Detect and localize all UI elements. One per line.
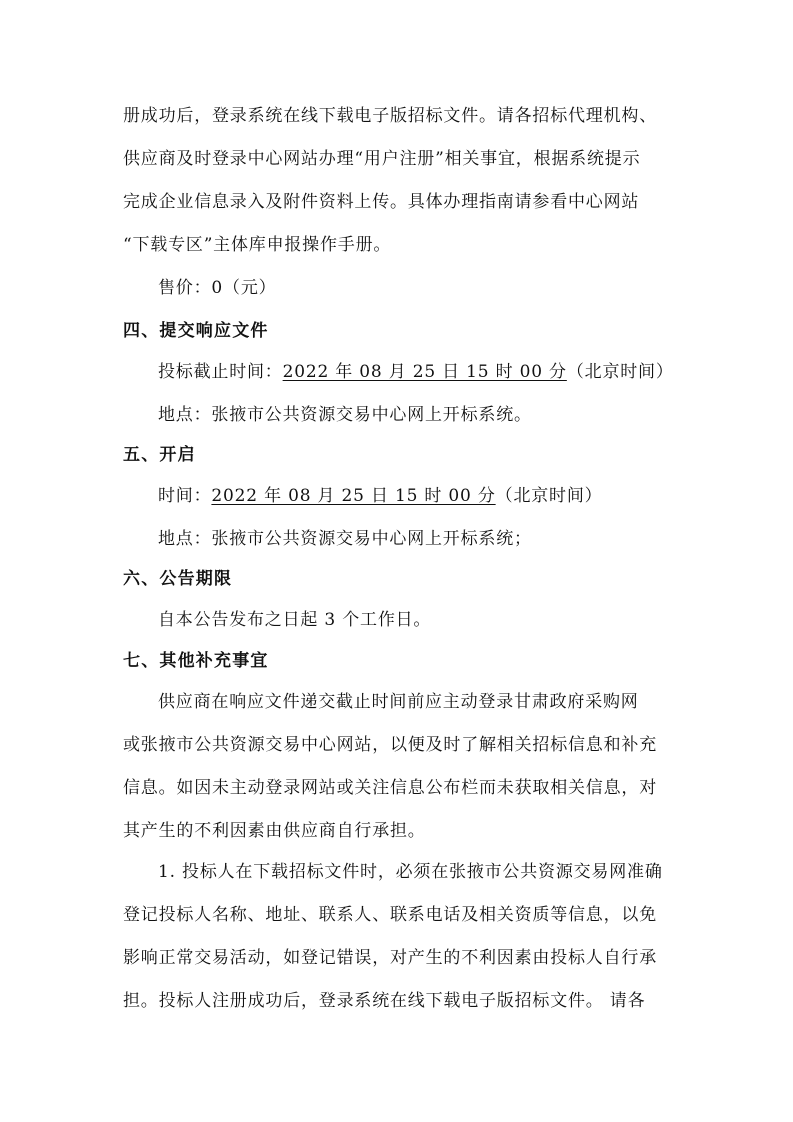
intro-line-1: 册成功后，登录系统在线下载电子版招标文件。请各招标代理机构、 (123, 106, 657, 126)
opening-time-label: 时间： (158, 486, 212, 506)
notice-period-text: 自本公告发布之日起 3 个工作日。 (158, 610, 432, 630)
opening-time-value: 2022 年 08 月 25 日 15 时 00 分 (211, 486, 496, 506)
intro-line-3: 完成企业信息录入及附件资料上传。具体办理指南请参看中心网站 (123, 192, 640, 212)
price-line: 售价：0（元） (158, 278, 277, 298)
opening-time-suffix: （北京时间） (495, 486, 603, 506)
section-4-heading: 四、提交响应文件 (123, 321, 269, 341)
deadline-suffix: （北京时间） (566, 362, 674, 382)
supplement-p1-line-1: 供应商在响应文件递交截止时间前应主动登录甘肃政府采购网 (158, 692, 639, 712)
deadline-line (158, 360, 718, 384)
opening-time-line (158, 484, 718, 508)
supplement-p2-line-2: 登记投标人名称、地址、联系人、联系电话及相关资质等信息，以免 (123, 905, 657, 925)
deadline-value: 2022 年 08 月 25 日 15 时 00 分 (282, 362, 567, 382)
submission-location: 地点：张掖市公共资源交易中心网上开标系统。 (158, 405, 532, 425)
intro-line-2: 供应商及时登录中心网站办理“用户注册”相关事宜，根据系统提示 (123, 149, 641, 169)
opening-location: 地点：张掖市公共资源交易中心网上开标系统； (158, 529, 532, 549)
section-5-heading: 五、开启 (123, 445, 196, 465)
supplement-p2-line-4: 担。投标人注册成功后，登录系统在线下载电子版招标文件。 请各 (123, 991, 646, 1011)
supplement-p1-line-4: 其产生的不利因素由供应商自行承担。 (123, 821, 426, 841)
section-7-heading: 七、其他补充事宜 (123, 651, 269, 671)
section-6-heading: 六、公告期限 (123, 569, 233, 589)
intro-line-4: “下载专区”主体库申报操作手册。 (123, 235, 392, 255)
supplement-p1-line-2: 或张掖市公共资源交易中心网站，以便及时了解相关招标信息和补充 (123, 735, 657, 755)
supplement-p2-line-3: 影响正常交易活动，如登记错误，对产生的不利因素由投标人自行承 (123, 948, 657, 968)
deadline-label: 投标截止时间： (158, 362, 283, 382)
supplement-p2-line-1: 1. 投标人在下载招标文件时，必须在张掖市公共资源交易网准确 (158, 862, 663, 882)
supplement-p1-line-3: 信息。如因未主动登录网站或关注信息公布栏而未获取相关信息，对 (123, 778, 657, 798)
